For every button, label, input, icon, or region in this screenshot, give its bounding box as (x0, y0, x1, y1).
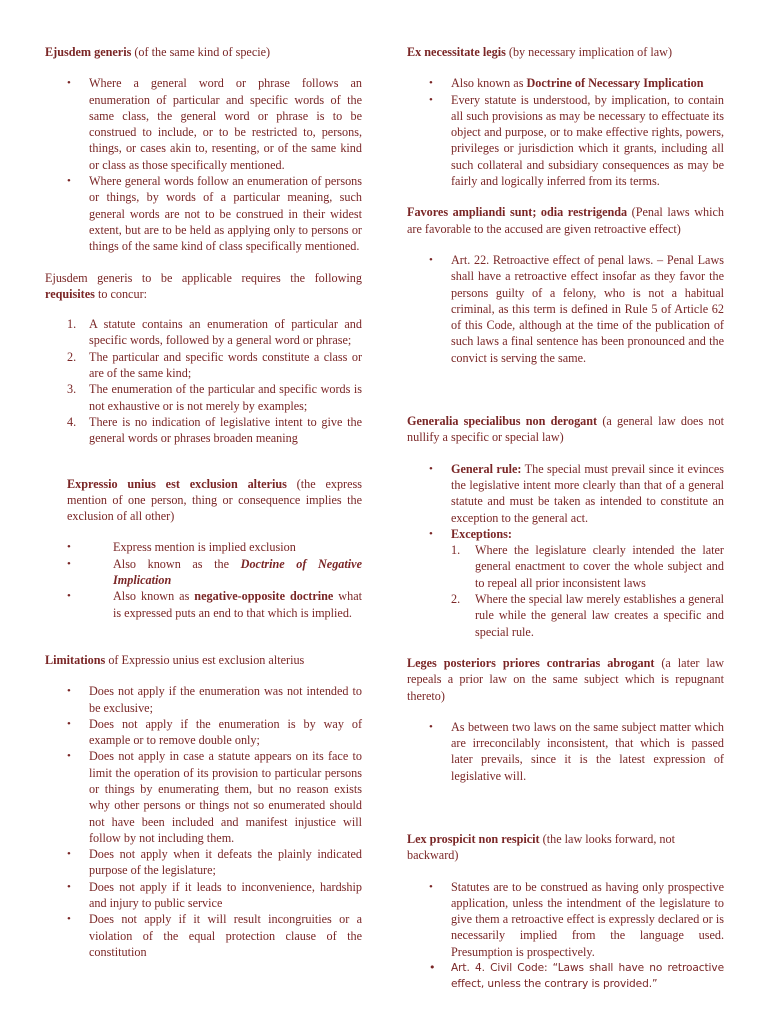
requisites-intro-text: Ejusdem generis to be applicable requires the following (45, 270, 362, 285)
list-item: • As between two laws on the same subject matter which are irreconcilably inconsistent, that which is passed later prevails, since it is the latest expression of legislative will. (407, 719, 724, 784)
list-item: • Statutes are to be construed as having only prospective application, unless the intendment of the legislature to give them a retroactive effect is expressly declared or is necessarily implied from the language used. Presumption is prospectively. (407, 879, 724, 960)
list-item (45, 414, 362, 447)
list-item: • Where a general word or phrase follows an enumeration of particular and specific words of the same class, the general word or phrase is to be construed to include, or to be restricted to, persons, things, or cases akin to, resenting, or of the same kind or class as those specifically mentioned. (45, 75, 362, 173)
requisites-list (45, 316, 362, 446)
necessitate-list (407, 75, 724, 189)
leges-term: Leges posteriors priores contrarias abrogant (407, 655, 655, 670)
lex-gloss: (the law looks forward, not backward) (407, 831, 675, 863)
limitations-list (45, 683, 362, 960)
list-item (451, 542, 724, 591)
doctrine-name: negative-opposite doctrine (194, 589, 334, 604)
requisites-intro-tail: to concur: (94, 286, 148, 301)
requisites-label: requisites (45, 286, 95, 301)
item-text: The particular and specific words constitute a class or are of the same kind; (89, 349, 362, 381)
leges-heading (407, 655, 724, 704)
list-item (45, 556, 362, 589)
item-number: 1. (451, 543, 461, 558)
item-number: 2. (67, 349, 77, 364)
list-item (45, 381, 362, 414)
doctrine-name: Doctrine of Negative Implication (113, 556, 362, 588)
expressio-heading (45, 476, 362, 525)
favores-term: Favores ampliandi sunt; odia restrigenda (407, 205, 628, 220)
item-text-tail: what is expressed puts an end to that which is implied. (113, 589, 362, 620)
general-rule-label: General rule: (451, 461, 522, 476)
generalia-term: Generalia specialibus non derogant (407, 414, 598, 429)
list-item (451, 591, 724, 640)
lex-heading (407, 831, 724, 864)
item-number: 1. (67, 317, 77, 332)
lex-list (407, 879, 724, 993)
expressio-gloss: (the express mention of one person, thing or consequence implies the exclusion of all other) (67, 476, 362, 524)
list-item: • Art. 22. Retroactive effect of penal laws. – Penal Laws shall have a retroactive effect insofar as they favor the persons guilty of a felony, who is not a habitual criminal, as this term is defined in Rule 5 of Article 62 of this Code, although at the time of the publication of such laws a final sentence has been pronounced and the convict is serving the same. (407, 252, 724, 366)
favores-gloss: (Penal laws which are favorable to the accused are given retroactive effect) (407, 205, 724, 236)
requisites-intro (45, 270, 362, 303)
ejusdem-term: Ejusdem generis (45, 45, 132, 59)
item-text: Also known as the (113, 556, 241, 571)
generalia-list (407, 461, 724, 640)
item-text: Also known as (451, 76, 527, 91)
left-column (45, 44, 362, 960)
list-item (45, 349, 362, 382)
leges-list (407, 719, 724, 784)
list-item: • Every statute is understood, by implication, to contain all such provisions as may be necessary to effectuate its object and purpose, or to make effective rights, powers, privileges or jurisdiction which it grants, including all such collateral and subsidiary consequences as may be fairly and logically inferred from its terms. (407, 92, 724, 190)
ejusdem-heading (45, 44, 362, 60)
list-item (407, 461, 724, 526)
list-item (407, 526, 724, 640)
necessitate-gloss: (by necessary implication of law) (505, 45, 673, 59)
item-text: A statute contains an enumeration of particular and specific words, followed by a general word or phrase; (89, 317, 362, 348)
limitations-term: Limitations (45, 652, 106, 667)
leges-gloss: (a later law repeals a prior law on the same subject which is repugnant thereto) (407, 655, 724, 703)
general-rule-text: The special must prevail since it evinces the legislative intent more clearly than that of a general statute and must be taken as intended to constitute an exception to the general act. (451, 461, 724, 525)
favores-list (407, 252, 724, 366)
item-text: The enumeration of the particular and specific words is not exhaustive or is not merely by examples; (89, 382, 362, 413)
limitations-heading (45, 652, 362, 668)
list-item: • Where general words follow an enumeration of persons or things, by words of a particular meaning, such general words are not to be construed in their widest extent, but are to be held as applying only to persons or things of the same kind of class specifically mentioned. (45, 173, 362, 254)
list-item (45, 588, 362, 621)
item-text: Where the legislature clearly intended the later general enactment to cover the whole subject and to repeal all prior inconsistent laws (475, 543, 724, 590)
ejusdem-list (45, 75, 362, 254)
limitations-gloss: of Expressio unius est exclusion alterius (105, 652, 305, 667)
list-item: • Does not apply if it leads to inconvenience, hardship and injury to public service (45, 879, 362, 912)
item-number: 4. (67, 414, 77, 429)
list-item: • Does not apply in case a statute appears on its face to limit the operation of its provision to particular persons or things by enumerating them, but no reason exists why other persons or things not so enumerated should not have been included and manifest injustice will follow by not including them. (45, 748, 362, 846)
expressio-term: Expressio unius est exclusion alterius (67, 476, 287, 491)
list-item: • Does not apply if the enumeration is by way of example or to remove double only; (45, 716, 362, 749)
expressio-list (45, 539, 362, 620)
doctrine-name: Doctrine of Necessary Implication (526, 76, 704, 91)
necessitate-term: Ex necessitate legis (407, 45, 506, 59)
list-item: • Does not apply when it defeats the plainly indicated purpose of the legislature; (45, 846, 362, 879)
generalia-heading (407, 413, 724, 446)
list-item (407, 75, 724, 91)
item-text: Also known as (113, 589, 195, 604)
list-item: • Express mention is implied exclusion (45, 539, 362, 555)
item-text: There is no indication of legislative intent to give the general words or phrases broaden meaning (89, 414, 362, 446)
list-item: • Does not apply if it will result incongruities or a violation of the equal protection clause of the constitution (45, 911, 362, 960)
favores-heading (407, 204, 724, 237)
ejusdem-gloss: (of the same kind of specie) (131, 45, 271, 59)
lex-term: Lex prospicit non respicit (407, 831, 540, 846)
generalia-gloss: (a general law does not nullify a specific or special law) (407, 414, 724, 445)
exceptions-list (451, 542, 724, 640)
item-number: 3. (67, 382, 77, 397)
item-number: 2. (451, 592, 461, 607)
item-text: Where the special law merely establishes a general rule while the general law creates a specific and special rule. (475, 592, 724, 639)
list-item (45, 316, 362, 349)
list-item: • Does not apply if the enumeration was not intended to be exclusive; (45, 683, 362, 716)
right-column (407, 44, 724, 993)
list-item: • Art. 4. Civil Code: “Laws shall have no retroactive effect, unless the contrary is provided.” (407, 960, 724, 993)
necessitate-heading (407, 44, 724, 60)
exceptions-label: Exceptions: (451, 526, 512, 541)
